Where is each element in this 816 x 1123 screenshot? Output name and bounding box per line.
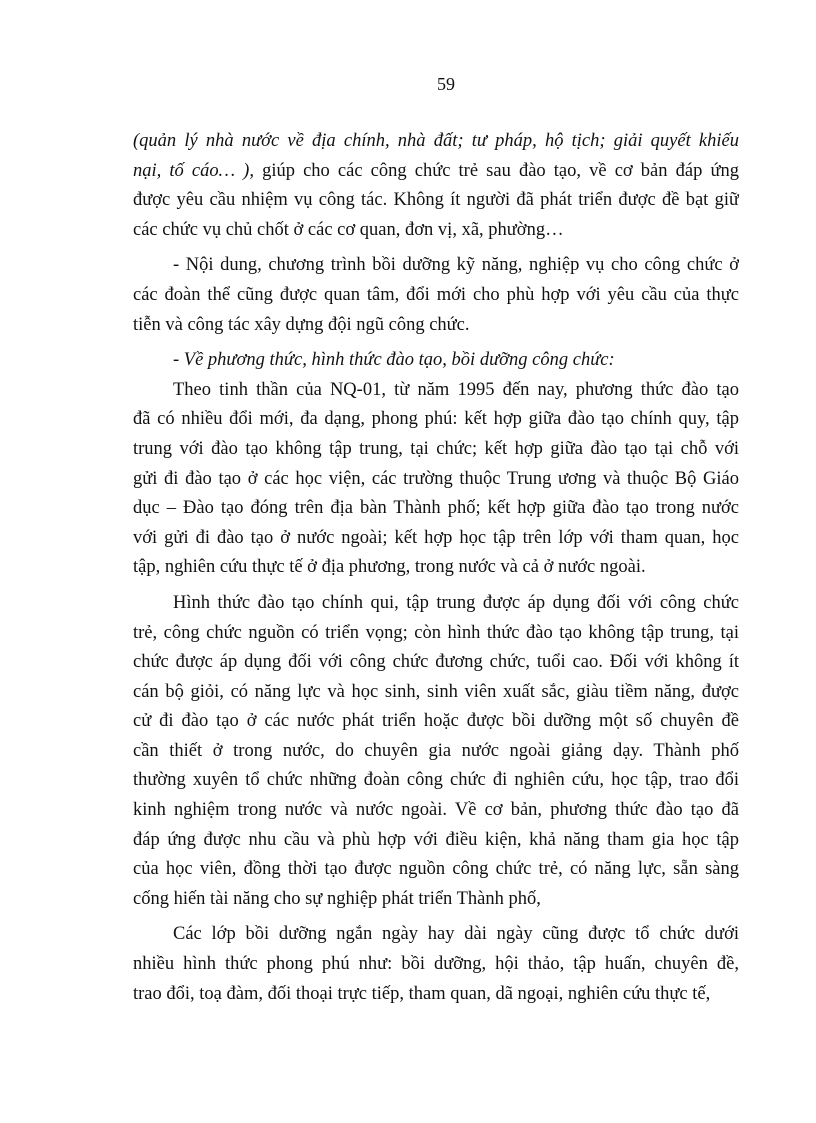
text-line: [133, 346, 739, 376]
text-line: [133, 524, 739, 554]
text-line: [133, 980, 739, 1010]
text-line: [133, 796, 739, 826]
text-line: [133, 553, 739, 583]
page-number: 59: [437, 74, 455, 94]
text-line: [133, 465, 739, 495]
paragraph: [133, 920, 739, 1009]
italic-text: nại, tố cáo… ),: [133, 160, 254, 181]
text-line: [133, 920, 739, 950]
text-line: [133, 405, 739, 435]
text: trao đổi, toạ đàm, đối thoại trực tiếp, tham quan, dã ngoại, nghiên cứu thực tế,: [133, 983, 711, 1004]
text: dục – Đào tạo đóng trên địa bàn Thành phố; kết hợp giữa đào tạo trong nước: [133, 498, 739, 519]
text-line: [133, 186, 739, 216]
text: tiễn và công tác xây dựng đội ngũ công chức.: [133, 314, 470, 335]
text-line: [133, 281, 739, 311]
text: được yêu cầu nhiệm vụ công tác. Không ít người đã phát triển được đề bạt giữ: [133, 190, 739, 211]
text-line: [133, 127, 739, 157]
text: gửi đi đào tạo ở các học viện, các trường thuộc Trung ương và thuộc Bộ Giáo: [133, 468, 739, 489]
text-line: [133, 826, 739, 856]
text: đáp ứng được nhu cầu và phù hợp với điều kiện, khả năng tham gia học tập: [133, 829, 739, 850]
text: trẻ, công chức nguồn có triển vọng; còn hình thức đào tạo không tập trung, tại: [133, 622, 739, 643]
text-line: [133, 855, 739, 885]
italic-text: (quản lý nhà nước về địa chính, nhà đất; tư pháp, hộ tịch; giải quyết khiếu: [133, 131, 739, 151]
document-body: [133, 127, 739, 1009]
text: nhiều hình thức phong phú như: bồi dưỡng, hội thảo, tập huấn, chuyên đề,: [133, 954, 739, 975]
text-line: [133, 737, 739, 767]
paragraph: [133, 251, 739, 340]
text-line: [133, 950, 739, 980]
text-line: [133, 311, 739, 341]
text: kinh nghiệm trong nước và nước ngoài. Về cơ bản, phương thức đào tạo đã: [133, 800, 739, 821]
text: tập, nghiên cứu thực tế ở địa phương, trong nước và cả ở nước ngoài.: [133, 557, 646, 578]
text: với gửi đi đào tạo ở nước ngoài; kết hợp học tập trên lớp với tham quan, học: [133, 527, 739, 548]
text: cán bộ giỏi, có năng lực và học sinh, sinh viên xuất sắc, giàu tiềm năng, được: [133, 681, 739, 702]
text-line: [133, 494, 739, 524]
text-line: [133, 678, 739, 708]
text-line: [133, 251, 739, 281]
text: thường xuyên tổ chức những đoàn công chức đi nghiên cứu, học tập, trao đổi: [133, 770, 739, 791]
text: đã có nhiều đổi mới, đa dạng, phong phú: kết hợp giữa đào tạo chính quy, tập: [133, 409, 739, 430]
text: cử đi đào tạo ở các nước phát triển hoặc được bồi dưỡng một số chuyên đề: [133, 711, 739, 732]
text: cống hiến tài năng cho sự nghiệp phát triển Thành phố,: [133, 888, 541, 909]
text: Theo tinh thần của NQ-01, từ năm 1995 đến nay, phương thức đào tạo: [173, 379, 739, 400]
italic-text: - Về phương thức, hình thức đào tạo, bồi dưỡng công chức:: [173, 350, 615, 371]
text: giúp cho các công chức trẻ sau đào tạo, về cơ bản đáp ứng: [253, 160, 739, 181]
text-line: [133, 707, 739, 737]
text: các đoàn thể cũng được quan tâm, đổi mới cho phù hợp với yêu cầu của thực: [133, 284, 739, 305]
text-line: [133, 435, 739, 465]
text-line: [133, 766, 739, 796]
text-line: [133, 619, 739, 649]
text: cần thiết ở trong nước, do chuyên gia nước ngoài giảng dạy. Thành phố: [133, 740, 739, 761]
paragraph: [133, 127, 739, 245]
text-line: [133, 157, 739, 187]
text-line: [133, 216, 739, 246]
text: trung với đào tạo không tập trung, tại chức; kết hợp giữa đào tạo tại chỗ với: [133, 438, 739, 459]
text-line: [133, 648, 739, 678]
paragraph: [133, 346, 739, 376]
text: Hình thức đào tạo chính qui, tập trung được áp dụng đối với công chức: [173, 592, 739, 613]
text-line: [133, 589, 739, 619]
text: của học viên, đồng thời tạo được nguồn công chức trẻ, có năng lực, sẵn sàng: [133, 859, 739, 880]
text: Các lớp bồi dưỡng ngắn ngày hay dài ngày cũng được tổ chức dưới: [173, 924, 739, 945]
paragraph: [133, 589, 739, 915]
text-line: [133, 376, 739, 406]
text: các chức vụ chủ chốt ở các cơ quan, đơn vị, xã, phường…: [133, 219, 564, 240]
text: - Nội dung, chương trình bồi dưỡng kỹ năng, nghiệp vụ cho công chức ở: [173, 255, 739, 276]
paragraph: [133, 376, 739, 583]
text: chức được áp dụng đối với công chức đương chức, tuổi cao. Đối với không ít: [133, 652, 739, 673]
text-line: [133, 885, 739, 915]
